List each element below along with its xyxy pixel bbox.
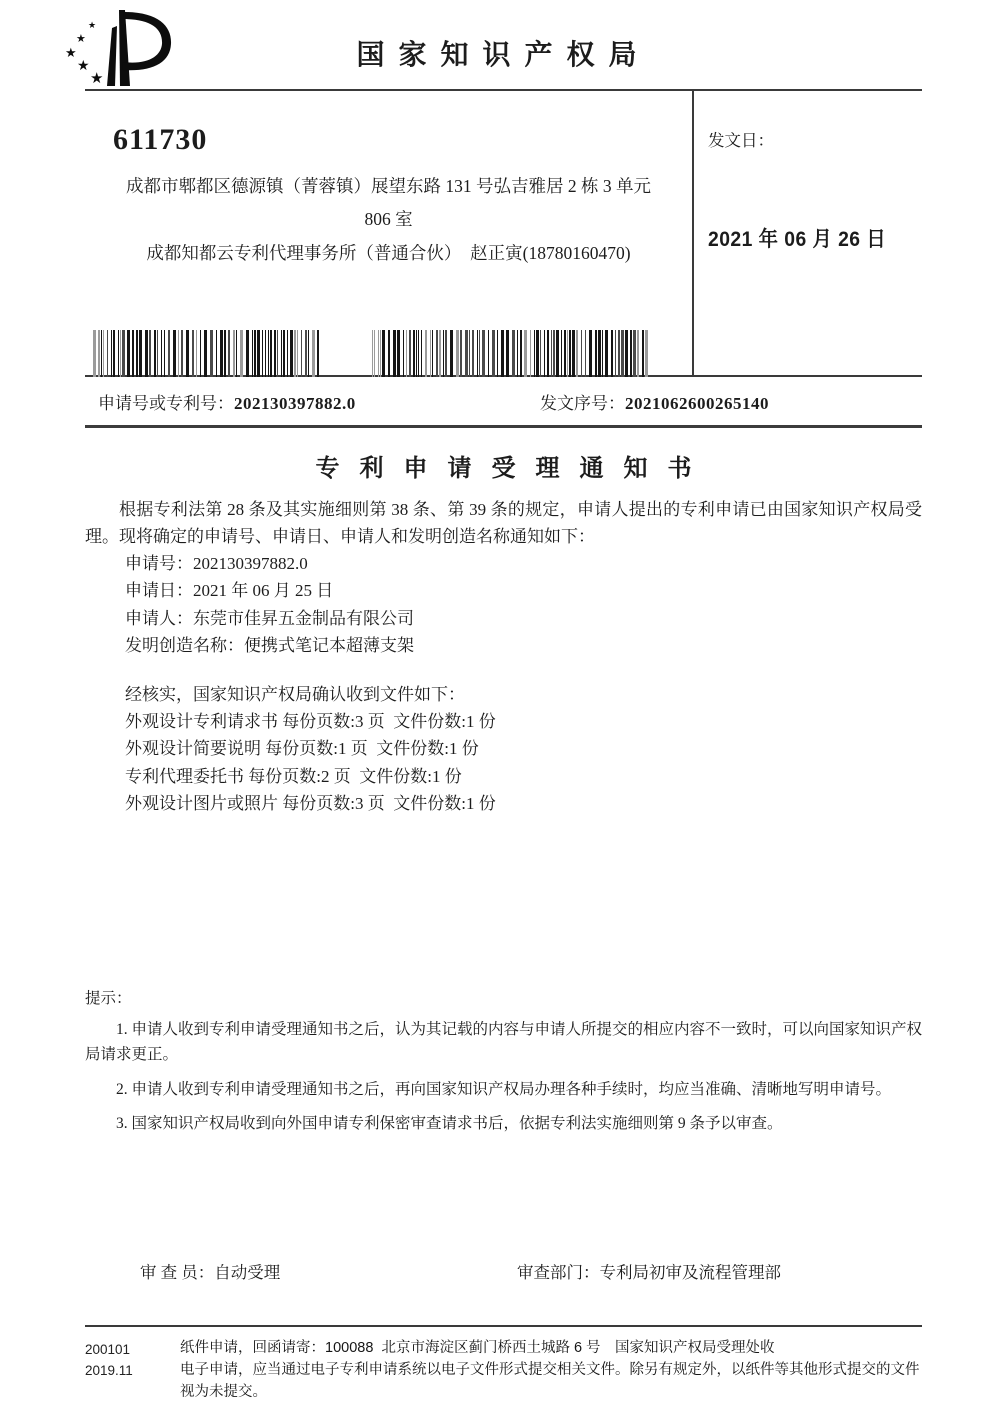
received-doc-item: 外观设计专利请求书 每份页数:3 页 文件份数:1 份 [125,712,496,732]
examiner-value: 自动受理 [214,1262,281,1282]
serial-number-label: 发文序号： [540,394,625,413]
examiner-field [140,1259,460,1283]
document-header [65,0,922,91]
department-field [517,1259,781,1283]
received-doc-item: 外观设计图片或照片 每份页数:3 页 文件份数:1 份 [125,794,496,814]
field-application-date: 申请日：2021 年 06 月 25 日 [125,581,334,601]
field-invention-title: 发明创造名称：便携式笔记本超薄支架 [125,636,414,656]
svg-text:★: ★ [76,33,86,45]
recipient-address-block [85,91,692,375]
application-number [98,389,540,414]
tips-label: 提示： [85,989,132,1007]
department-label: 审查部门： [517,1262,600,1282]
field-application-no: 申请号：202130397882.0 [125,554,308,573]
form-code: 200101 [85,1341,131,1357]
signature-row [85,1259,922,1283]
serial-number-value: 2021062600265140 [625,394,769,413]
application-fields [85,550,922,660]
form-code-block [85,1337,180,1403]
application-number-value: 202130397882.0 [234,394,356,413]
agency-recipient-line: 成都知都云专利代理事务所（普通合伙） 赵正寅(18780160470) [146,243,631,263]
received-doc-item: 外观设计简要说明 每份页数:1 页 文件份数:1 份 [125,739,479,759]
svg-text:★: ★ [88,20,97,30]
examiner-label: 审 查 员： [140,1262,215,1282]
barcode-application [93,330,323,377]
application-number-label: 申请号或专利号： [98,394,234,413]
serial-number [540,389,769,414]
tip-item: 1. 申请人收到专利申请受理通知书之后，认为其记载的内容与申请人所提交的相应内容不一致时，可以向国家知识产权局请求更正。 [85,1020,923,1064]
svg-text:★: ★ [77,57,90,73]
barcode-serial [372,330,652,377]
cnipa-logo-icon [62,6,192,90]
svg-text:★: ★ [65,45,77,60]
reference-number-row [85,377,922,428]
footer-instructions [180,1337,922,1403]
tips-block [85,986,922,1137]
page-footer [85,1325,922,1403]
received-intro: 经核实，国家知识产权局确认收到文件如下： [125,684,465,704]
form-date: 2019.11 [85,1362,133,1378]
address-line: 成都市郫都区德源镇（菁蓉镇）展望东路 131 号弘吉雅居 2 栋 3 单元 [126,176,651,196]
issue-date-value: 2021 年 06 月 26 日 [708,228,887,251]
intro-paragraph: 根据专利法第 28 条及其实施细则第 38 条、第 39 条的规定，申请人提出的专利申请已由国家知识产权局受理。现将确定的申请号、申请日、申请人和发明创造名称通知如下： [85,500,922,546]
tip-item: 3. 国家知识产权局收到向外国申请专利保密审查请求书后，依据专利法实施细则第 9 条予以审查。 [116,1115,783,1133]
received-doc-item: 专利代理委托书 每份页数:2 页 文件份数:1 份 [125,766,462,786]
issue-date-box [692,91,922,375]
notice-title: 专利申请受理通知书 [315,456,712,482]
svg-text:★: ★ [90,70,104,87]
received-documents-block [85,681,922,818]
tip-item: 2. 申请人收到专利申请受理通知书之后，再向国家知识产权局办理各种手续时，均应当准确、清晰地写明申请号。 [116,1080,892,1098]
postal-code: 611730 [113,123,208,156]
department-value: 专利局初审及流程管理部 [599,1262,781,1282]
address-date-box [85,91,922,377]
issue-date-label: 发文日： [708,131,774,150]
barcode-row [93,330,652,377]
field-applicant: 申请人：东莞市佳昇五金制品有限公司 [125,608,414,628]
address-room: 806 室 [364,209,413,229]
footer-paper-instruction: 纸件申请，回函请寄：100088 北京市海淀区蓟门桥西土城路 6 号 国家知识产权局受理处收 [180,1339,775,1356]
footer-electronic-instruction: 电子申请，应当通过电子专利申请系统以电子文件形式提交相关文件。除另有规定外，以纸件等其他形式提交的文件视为未提交。 [180,1361,920,1400]
agency-title: 国家知识产权局 [356,40,651,71]
